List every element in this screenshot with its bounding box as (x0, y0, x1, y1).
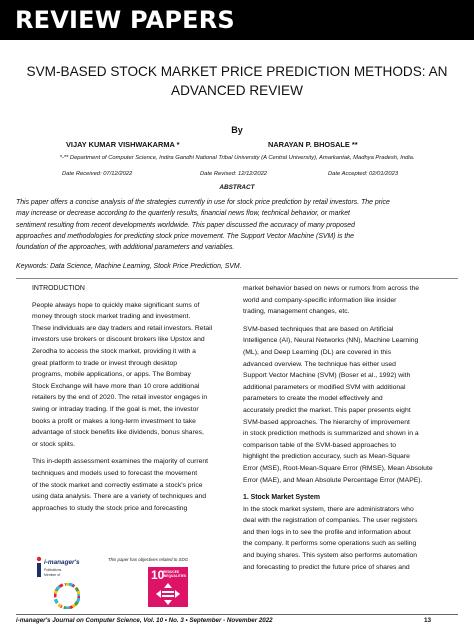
sdg-goal-number: 10 (151, 568, 165, 582)
text-line: Error (MAE), and Mean Absolute Percentage Error (MAPE). (243, 476, 423, 484)
paragraph (32, 456, 233, 514)
author-2: NARAYAN P. BHOSALE ** (268, 140, 358, 149)
text-line: accurately predict the market. This paper presents eight (243, 406, 411, 414)
text-line: world and company-specific information like insider (243, 296, 397, 304)
text-line: and forecasting to predict the future price of shares and (243, 563, 410, 571)
text-line: SVM-based techniques that are based on Artificial (243, 325, 394, 333)
text-line: parameters to create the model effectively and (243, 395, 383, 403)
abstract-line: approaches and methodologies for predicting stock price movement. The Support Vector Machine (SVM) is the (16, 232, 354, 240)
subsection-heading: 1. Stock Market System (243, 494, 320, 502)
publisher-mark-icon (34, 556, 44, 578)
paper-title (20, 62, 454, 100)
text-line: investors use brokers or discount brokers like Upstox and (32, 336, 205, 344)
text-line: great platform to trade or invest through desktop (32, 359, 178, 367)
text-line: or stock splits. (32, 440, 76, 448)
abstract-line: This paper offers a concise analysis of the strategies currently in use for stock price prediction by retail investors. The price (16, 199, 390, 206)
banner-title: REVIEW PAPERS (15, 6, 235, 34)
text-line: additional parameters or modified SVM with additional (243, 383, 406, 391)
text-line: This in-depth assessment examines the majority of current (32, 458, 209, 466)
publisher-logo (32, 556, 88, 610)
text-line: trading, management changes, etc. (243, 308, 350, 316)
publisher-tagline: Publications (44, 568, 62, 572)
text-line: SVM-based approaches. The hierarchy of improvement (243, 418, 410, 426)
footer-divider (16, 614, 458, 615)
date-received: Date Received: 07/12/2022 (62, 171, 133, 177)
text-line: in stock prediction methods is summarized and shown in a (243, 430, 419, 438)
text-line: retailers by the end of 2020. The retail investor engages in (32, 394, 208, 402)
sdg-goal-label: REDUCED INEQUALITIES (163, 570, 187, 578)
text-line: Zerodha to access the stock market, providing it with a (32, 347, 196, 355)
text-line: of the stock market and correctly estimate a stock's price (32, 481, 203, 489)
paper-title-line-2: ADVANCED REVIEW (171, 83, 303, 98)
text-line: People always hope to quickly make significant sums of (32, 301, 200, 309)
paper-title-line-1: SVM-BASED STOCK MARKET PRICE PREDICTION METHODS: AN (26, 64, 448, 79)
text-line: and buying shares. This system also performs automation (243, 552, 418, 560)
date-accepted: Date Accepted: 02/01/2023 (328, 171, 399, 177)
text-line: approaches to study the stock price and forecasting (32, 504, 188, 512)
section-banner (0, 0, 474, 40)
abstract-line: sentiment resulting from recent developments worldwide. This paper discussed the accuracy of many proposed (16, 221, 355, 229)
date-revised: Date Revised: 12/12/2022 (200, 171, 268, 177)
sdg-goal-tile (148, 567, 188, 607)
journal-footer: i-manager's Journal on Computer Science, Vol. 10 • No. 3 • September - November 2022 (16, 617, 273, 624)
text-line: (ML), and Deep Learning (DL) are covered in this (243, 348, 392, 356)
abstract-divider (16, 278, 458, 279)
right-column (243, 283, 449, 579)
abstract-line: may increase or decrease according to the quarterly results, financial news flow, technical behavior, or market (16, 210, 350, 218)
keywords: Keywords: Data Science, Machine Learning, Stock Price Prediction, SVM. (16, 263, 242, 270)
text-line: the company. It performs some operations such as selling (243, 540, 417, 548)
section-heading-introduction: INTRODUCTION (32, 285, 85, 292)
abstract-line: foundation of the approaches, with additional parameters and variables. (16, 244, 235, 252)
publisher-name: i-manager's (44, 559, 80, 566)
text-line: comparison table of the SVM-based approaches to (243, 441, 397, 449)
page-number: 13 (424, 617, 432, 624)
text-line: deal with the registration of companies. The user registers (243, 517, 418, 525)
text-line: Stock Exchange will have more than 10 crore additional (32, 382, 200, 390)
text-line: money through stock market trading and investment. (32, 313, 191, 321)
by-label: By (231, 125, 243, 135)
reduced-inequalities-icon (156, 583, 180, 605)
text-line: using data analysis. There are a variety of techniques and (32, 493, 207, 501)
paragraph (243, 324, 449, 486)
text-line: techniques and models used to forecast the movement (32, 469, 198, 477)
text-line: Error (MSE), Root-Mean-Square Error (RMSE), Mean Absolute (243, 464, 433, 472)
text-line: Support Vector Machine (SVM) (Boser et al., 1992) with (243, 372, 411, 380)
text-line: and then logs in to see the profile and information about (243, 528, 411, 536)
text-line: market behavior based on news or rumors from across the (243, 285, 420, 292)
text-line: books a profit or makes a long-term investment to take (32, 417, 196, 425)
text-line: In the stock market system, there are administrators who (243, 505, 414, 513)
left-column (32, 283, 233, 520)
sdg-note: This paper has objectives related to SDG (108, 557, 189, 562)
text-line: Intelligence (AI), Neural Networks (NN), Machine Learning (243, 337, 419, 345)
text-line: swing or intraday trading. If the goal is met, the investor (32, 405, 199, 413)
affiliation: *-** Department of Computer Science, Indira Gandhi National Tribal University (A Central University), Amarkantak, Madhya Pradesh, India. (59, 155, 415, 161)
text-line: advantage of stock benefits like dividends, bonus shares, (32, 429, 204, 437)
text-line: programs, mobile applications, or apps. The Bombay (32, 371, 191, 379)
paragraph (243, 504, 449, 574)
text-line: These individuals are day traders and retail investors. Retail (32, 324, 213, 332)
text-line: highlight the prediction accuracy, such as Mean-Square (243, 453, 410, 461)
paragraph (243, 283, 449, 318)
member-of-label: Member of (44, 573, 61, 577)
paragraph (32, 300, 233, 451)
text-line: advanced overview. The technique has either used (243, 360, 396, 368)
author-1: VIJAY KUMAR VISHWAKARMA * (66, 140, 180, 149)
sdg-wheel-icon (54, 583, 80, 609)
abstract-body (16, 197, 458, 253)
abstract-heading: ABSTRACT (219, 184, 255, 191)
